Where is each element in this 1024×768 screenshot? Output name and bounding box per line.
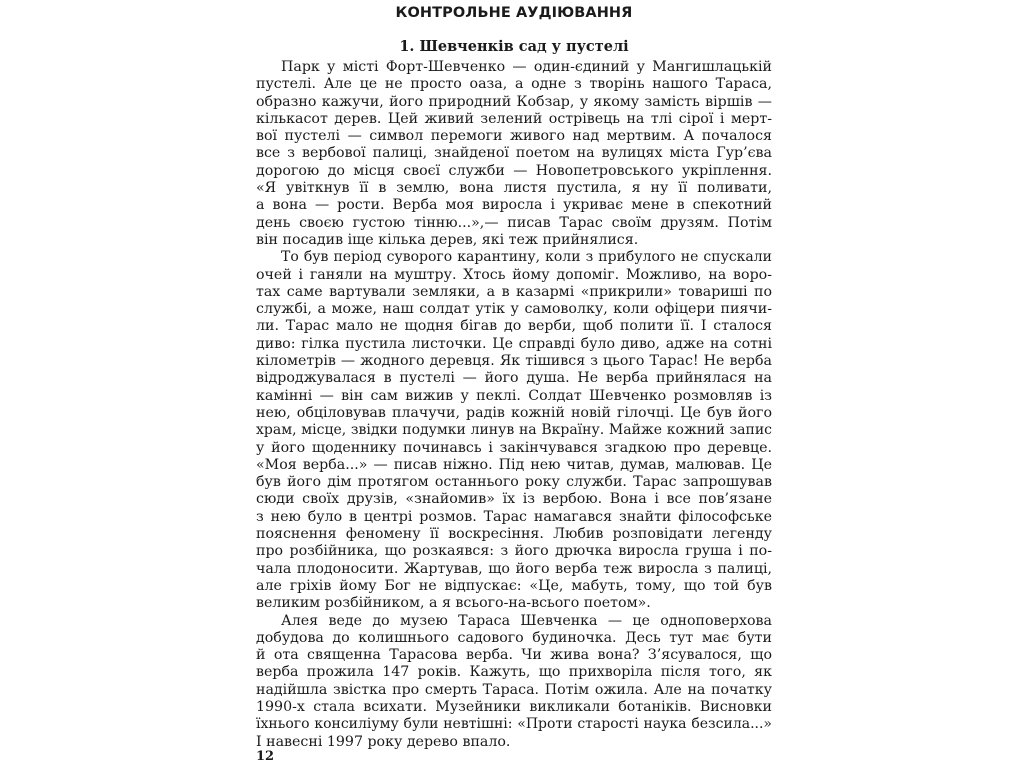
text-line: а вона — рости. Верба моя виросла і укриває мене в спекотний (256, 197, 772, 214)
text-line: про розбійника, що розкаявся: з його дрючка виросла груша і по- (256, 543, 772, 560)
section-header: КОНТРОЛЬНЕ АУДІЮВАННЯ (395, 5, 633, 21)
article-title: 1. Шевченків сад у пустелі (399, 38, 629, 55)
text-line: сюди своїх друзів, «знайомив» їх із вербою. Вона і все пов’язане (256, 491, 772, 508)
text-line: великим розбійником, а я всього-на-всього поетом». (256, 595, 651, 612)
text-line: у його щоденнику починавсь і закінчувався згадкою про деревце. (256, 439, 772, 456)
text-line: камінні — він сам вижив у пеклі. Солдат Шевченко розмовляв із (256, 387, 772, 404)
text-line: То був період суворого карантину, коли з прибулого не спускали (281, 249, 772, 266)
text-line: Алея веде до музею Тараса Шевченка — це одноповерхова (281, 612, 772, 629)
page-number: 12 (256, 749, 275, 764)
text-line: відроджувалася в пустелі — його душа. Не верба прийнялася на (256, 370, 772, 387)
text-line: дорогою до місця своєї служби — Новопетровського укріплення. (256, 162, 772, 179)
text-line: все з вербової палиці, знайденої поетом на вулицях міста Гур’єва (256, 145, 772, 162)
text-line: але гріхів йому Бог не відпускає: «Це, мабуть, тому, що той був (256, 577, 772, 594)
text-line: нею, обціловував плачучи, радів кожній новій гілочці. Це був його (256, 404, 772, 421)
book-page (256, 0, 772, 768)
text-line: очей і ганяли на муштру. Хтось йому допоміг. Можливо, на воро- (256, 266, 772, 283)
text-line: був його дім протягом останнього року служби. Тарас запрошував (256, 474, 772, 491)
text-line: вої пустелі — символ перемоги живого над мертвим. А почалося (256, 128, 772, 145)
text-line: пустелі. Але це не просто оаза, а одне з творінь нашого Тараса, (256, 76, 772, 93)
article-body (256, 59, 772, 751)
text-line: «Я увіткнув її в землю, вона листя пустила, я ну її поливати, (256, 180, 772, 197)
text-line: ли. Тарас мало не щодня бігав до верби, щоб полити її. І сталося (256, 318, 772, 335)
text-line: надійшла звістка про смерть Тараса. Потім ожила. Але на початку (256, 681, 772, 698)
text-line: кількасот дерев. Цей живий зелений острівець на тлі сірої і мерт- (256, 110, 772, 127)
text-line: «Моя верба...» — писав ніжно. Під нею читав, думав, малював. Це (256, 456, 772, 473)
text-line: й ота священна Тарасова верба. Чи жива вона? З’ясувалося, що (256, 647, 772, 664)
text-line: тах саме вартували земляки, а в казармі «прикрили» товариші по (256, 283, 772, 300)
text-line: образно кажучи, його природний Кобзар, у якому замість віршів — (256, 93, 772, 110)
text-line: пояснення феномену її воскресіння. Любив розповідати легенду (256, 526, 772, 543)
text-line: кілометрів — жодного деревця. Як тішився з цього Тарас! Не верба (256, 353, 772, 370)
text-line: чала плодоносити. Жартував, що його верба теж виросла з палиці, (256, 560, 772, 577)
text-line: верба прожила 147 років. Кажуть, що прихворіла після того, як (256, 664, 772, 681)
text-line: службі, а може, наш солдат утік у самоволку, коли офіцери пиячи- (256, 301, 772, 318)
text-line: І навесні 1997 року дерево впало. (256, 733, 511, 750)
text-line: їхнього консиліуму були невтішні: «Проти старості наука безсила...» (256, 716, 772, 733)
text-line: добудова до колишнього садового будиночка. Десь тут має бути (256, 629, 772, 646)
text-line: 1990-х стала всихати. Музейники викликали ботаніків. Висновки (256, 698, 772, 715)
text-line: Парк у місті Форт-Шевченко — один-єдиний у Мангишлацькій (281, 59, 772, 75)
text-line: диво: гілка пустила листочки. Це справді було диво, адже на сотні (256, 335, 772, 352)
text-line: храм, місце, звідки подумки линув на Вкраїну. Майже кожний запис (256, 422, 772, 439)
text-line: з нею було в центрі розмов. Тарас намагався знайти філософське (256, 508, 772, 525)
text-line: день своєю густою тінню...»,— писав Тарас своїм друзям. Потім (256, 214, 772, 231)
text-line: він посадив іще кілька дерев, які теж прийнялися. (256, 231, 639, 248)
